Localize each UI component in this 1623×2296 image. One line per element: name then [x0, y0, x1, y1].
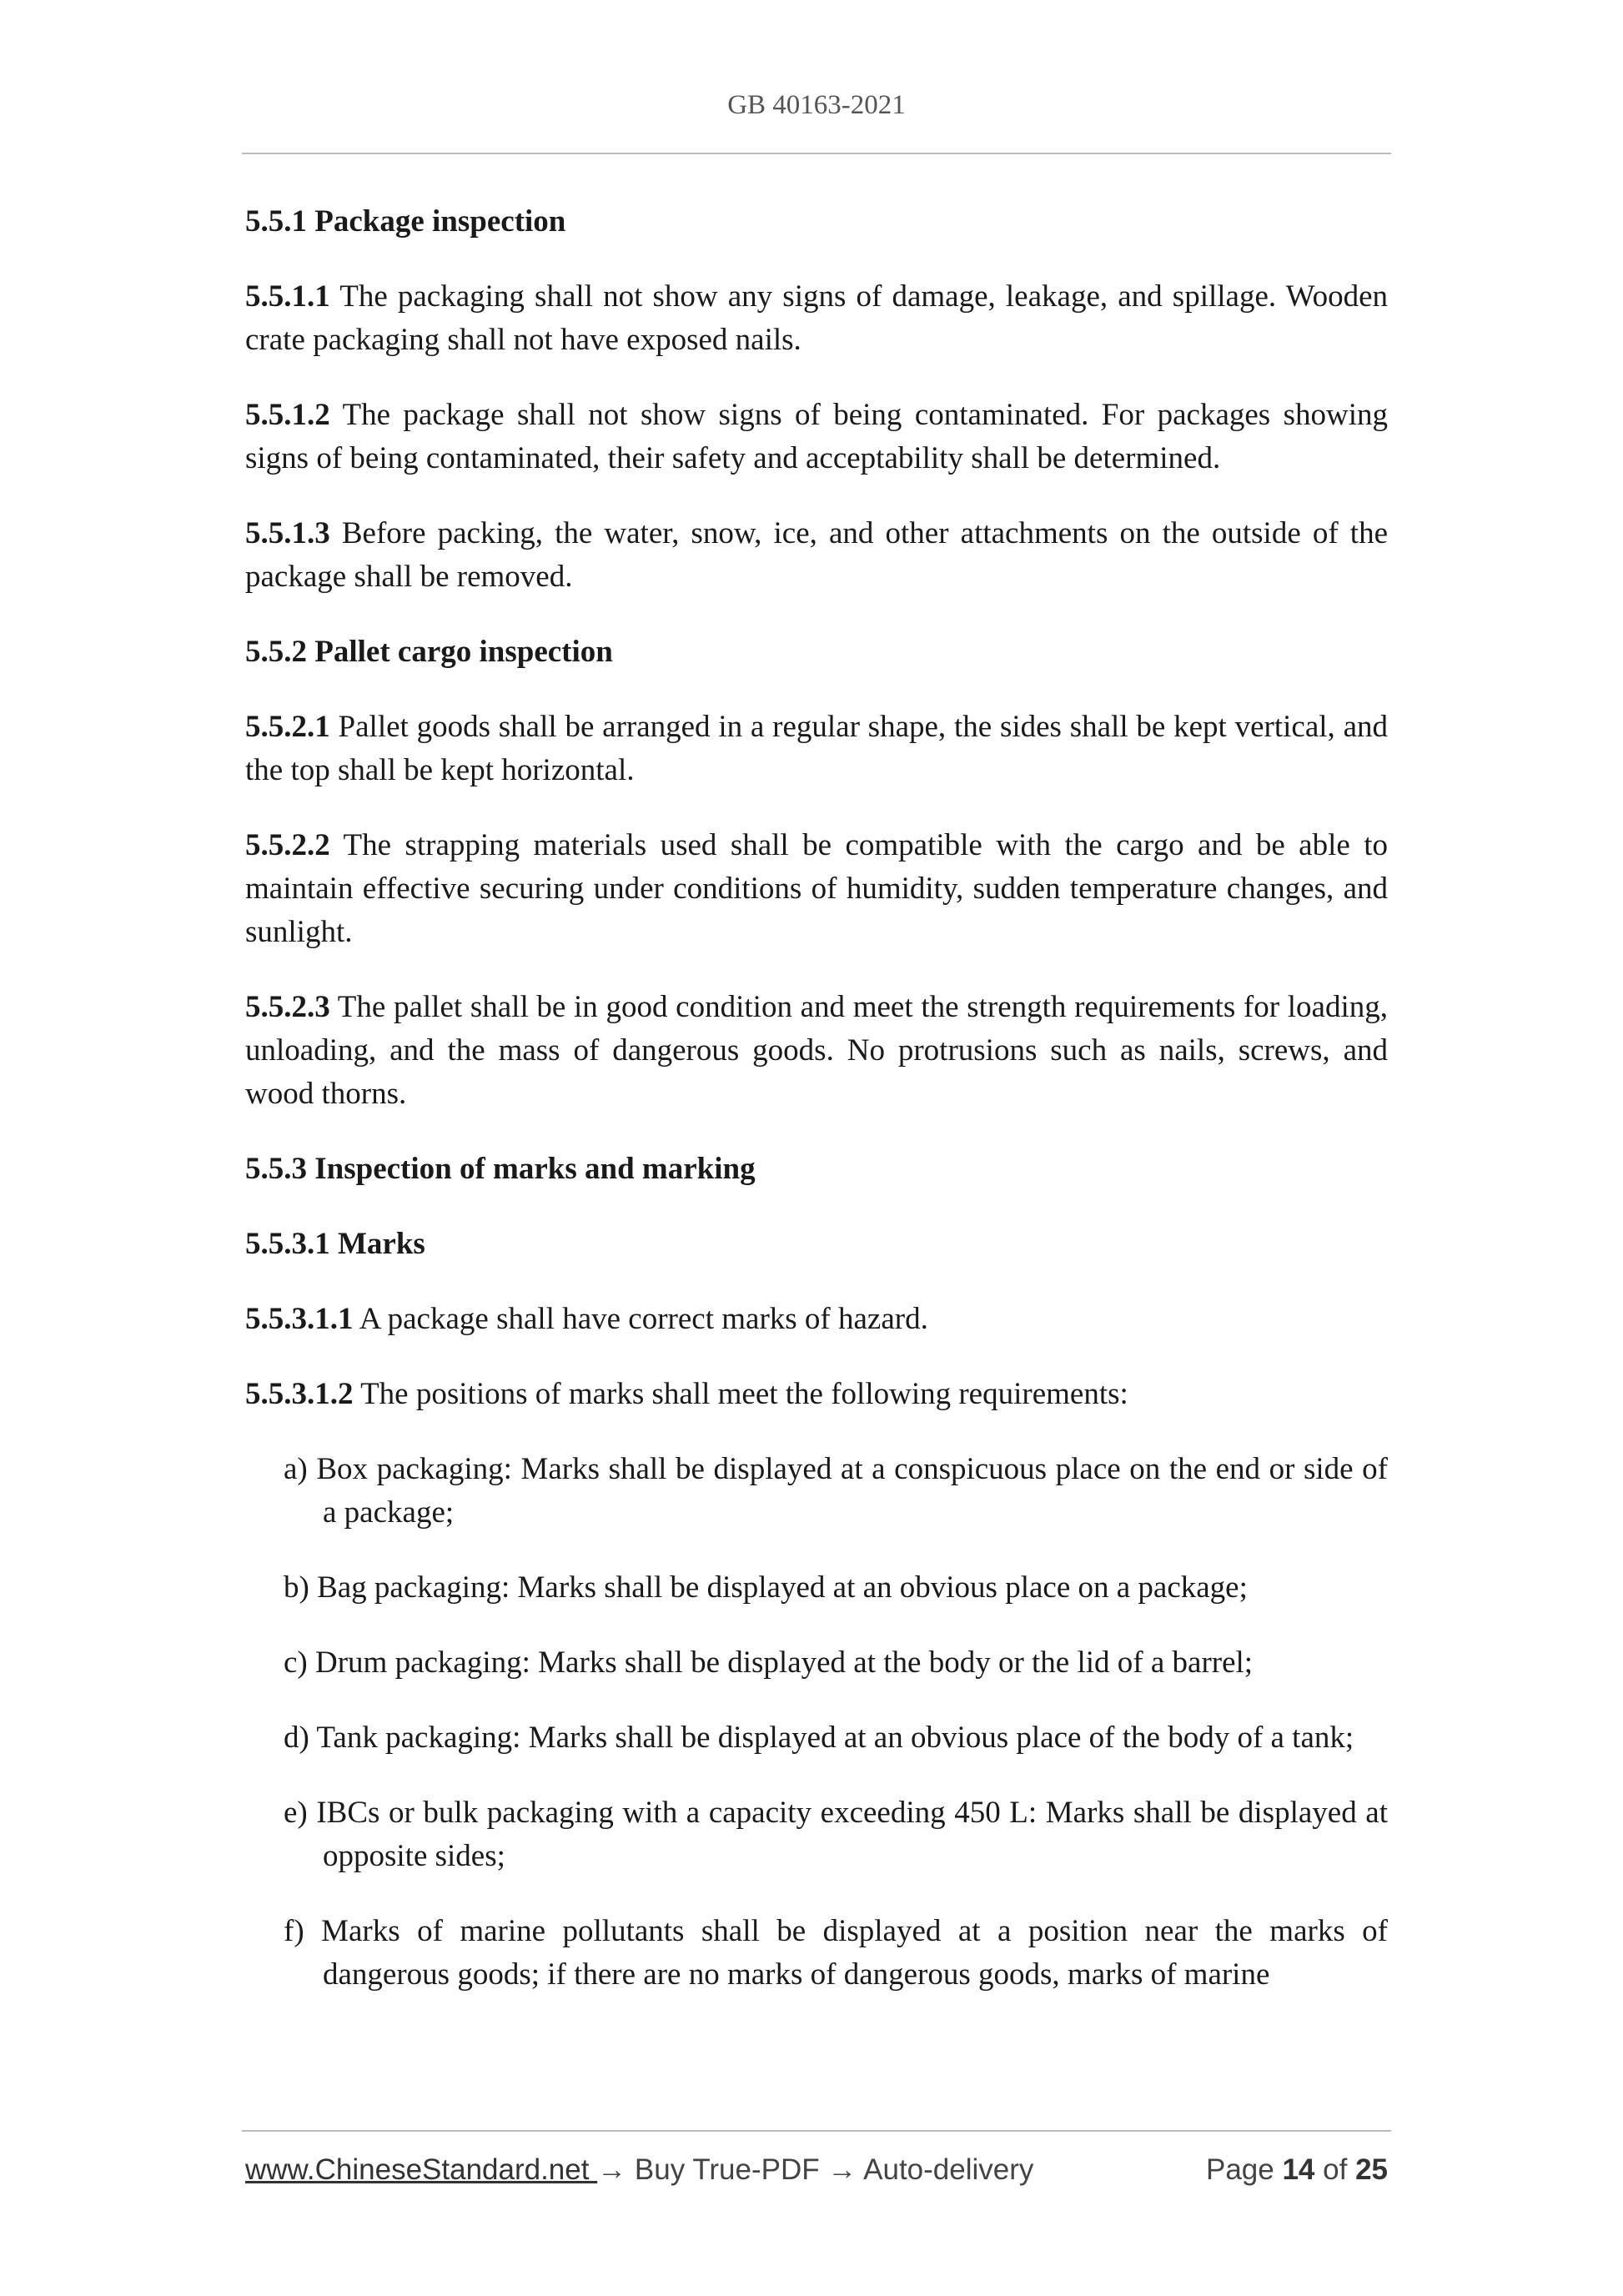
page-footer — [245, 2153, 1388, 2195]
clause-number: 5.5.3.1.1 — [245, 1302, 354, 1336]
header-divider — [242, 153, 1391, 154]
clause-text: The packaging shall not show any signs of damage, leakage, and spillage. Wooden crate packaging shall not have exposed nails. — [245, 279, 1388, 357]
clause-number: 5.5.1.3 — [245, 516, 330, 550]
clause-5-5-3-1-1 — [245, 1298, 1388, 1341]
clause-number: 5.5.2.3 — [245, 990, 330, 1024]
clause-text: The strapping materials used shall be compatible with the cargo and be able to maintain effective securing under conditions of humidity, sudden temperature changes, and sunlight. — [245, 828, 1388, 949]
clause-5-5-3-1-2 — [245, 1373, 1388, 1416]
clause-text: The package shall not show signs of being contaminated. For packages showing signs of being contaminated, their safety and acceptability shall be determined. — [245, 398, 1388, 475]
list-item-b: b) Bag packaging: Marks shall be displayed at an obvious place on a package; — [284, 1570, 1248, 1605]
list-item-d: d) Tank packaging: Marks shall be displayed at an obvious place of the body of a tank; — [284, 1721, 1354, 1755]
clause-5-5-2-2 — [245, 824, 1388, 954]
clause-5-5-1-2 — [245, 394, 1388, 480]
footer-divider — [242, 2130, 1391, 2132]
website-link[interactable]: www.ChineseStandard.net — [245, 2153, 598, 2186]
page-counter — [1206, 2153, 1388, 2187]
footer-promo — [245, 2153, 1033, 2187]
clause-5-5-1-1 — [245, 275, 1388, 362]
list-item-a: a) Box packaging: Marks shall be displayed at a conspicuous place on the end or side of a package; — [284, 1452, 1388, 1530]
clause-number: 5.5.3.1.2 — [245, 1377, 354, 1411]
footer-promo-text: → Buy True-PDF → Auto-delivery — [597, 2153, 1034, 2186]
document-body — [245, 200, 1388, 2028]
section-heading-5-5-1: 5.5.1 Package inspection — [245, 204, 566, 239]
list-item-c: c) Drum packaging: Marks shall be displayed at the body or the lid of a barrel; — [284, 1645, 1254, 1680]
clause-number: 5.5.2.1 — [245, 710, 330, 744]
page-label: Page — [1205, 2153, 1274, 2186]
clause-number: 5.5.2.2 — [245, 828, 330, 862]
section-heading-5-5-2: 5.5.2 Pallet cargo inspection — [245, 635, 613, 669]
list-item-f: f) Marks of marine pollutants shall be displayed at a position near the marks of dangerous goods; if there are no marks of dangerous goods, marks of marine — [284, 1914, 1388, 1992]
section-heading-5-5-3-1: 5.5.3.1 Marks — [245, 1227, 425, 1261]
clause-text: The pallet shall be in good condition and meet the strength requirements for loading, unloading, and the mass of dangerous goods. No protrusions such as nails, screws, and wood thorns. — [245, 990, 1388, 1111]
clause-5-5-2-1 — [245, 706, 1388, 792]
clause-5-5-1-3 — [245, 512, 1388, 599]
current-page-number: 14 — [1282, 2153, 1315, 2186]
total-page-number: 25 — [1355, 2153, 1388, 2186]
page-of-label: of — [1323, 2153, 1348, 2186]
clause-text: The positions of marks shall meet the following requirements: — [353, 1377, 1128, 1411]
clause-text: A package shall have correct marks of hazard. — [353, 1302, 928, 1336]
clause-5-5-2-3 — [245, 986, 1388, 1116]
clause-text: Pallet goods shall be arranged in a regular shape, the sides shall be kept vertical, and the top shall be kept horizontal. — [245, 710, 1388, 787]
clause-number: 5.5.1.2 — [245, 398, 330, 432]
section-heading-5-5-3: 5.5.3 Inspection of marks and marking — [245, 1152, 756, 1186]
clause-number: 5.5.1.1 — [245, 279, 330, 314]
document-id-header: GB 40163-2021 — [727, 90, 906, 120]
list-item-e: e) IBCs or bulk packaging with a capacity exceeding 450 L: Marks shall be displayed at opposite sides; — [284, 1796, 1388, 1873]
clause-text: Before packing, the water, snow, ice, and other attachments on the outside of the package shall be removed. — [245, 516, 1388, 594]
